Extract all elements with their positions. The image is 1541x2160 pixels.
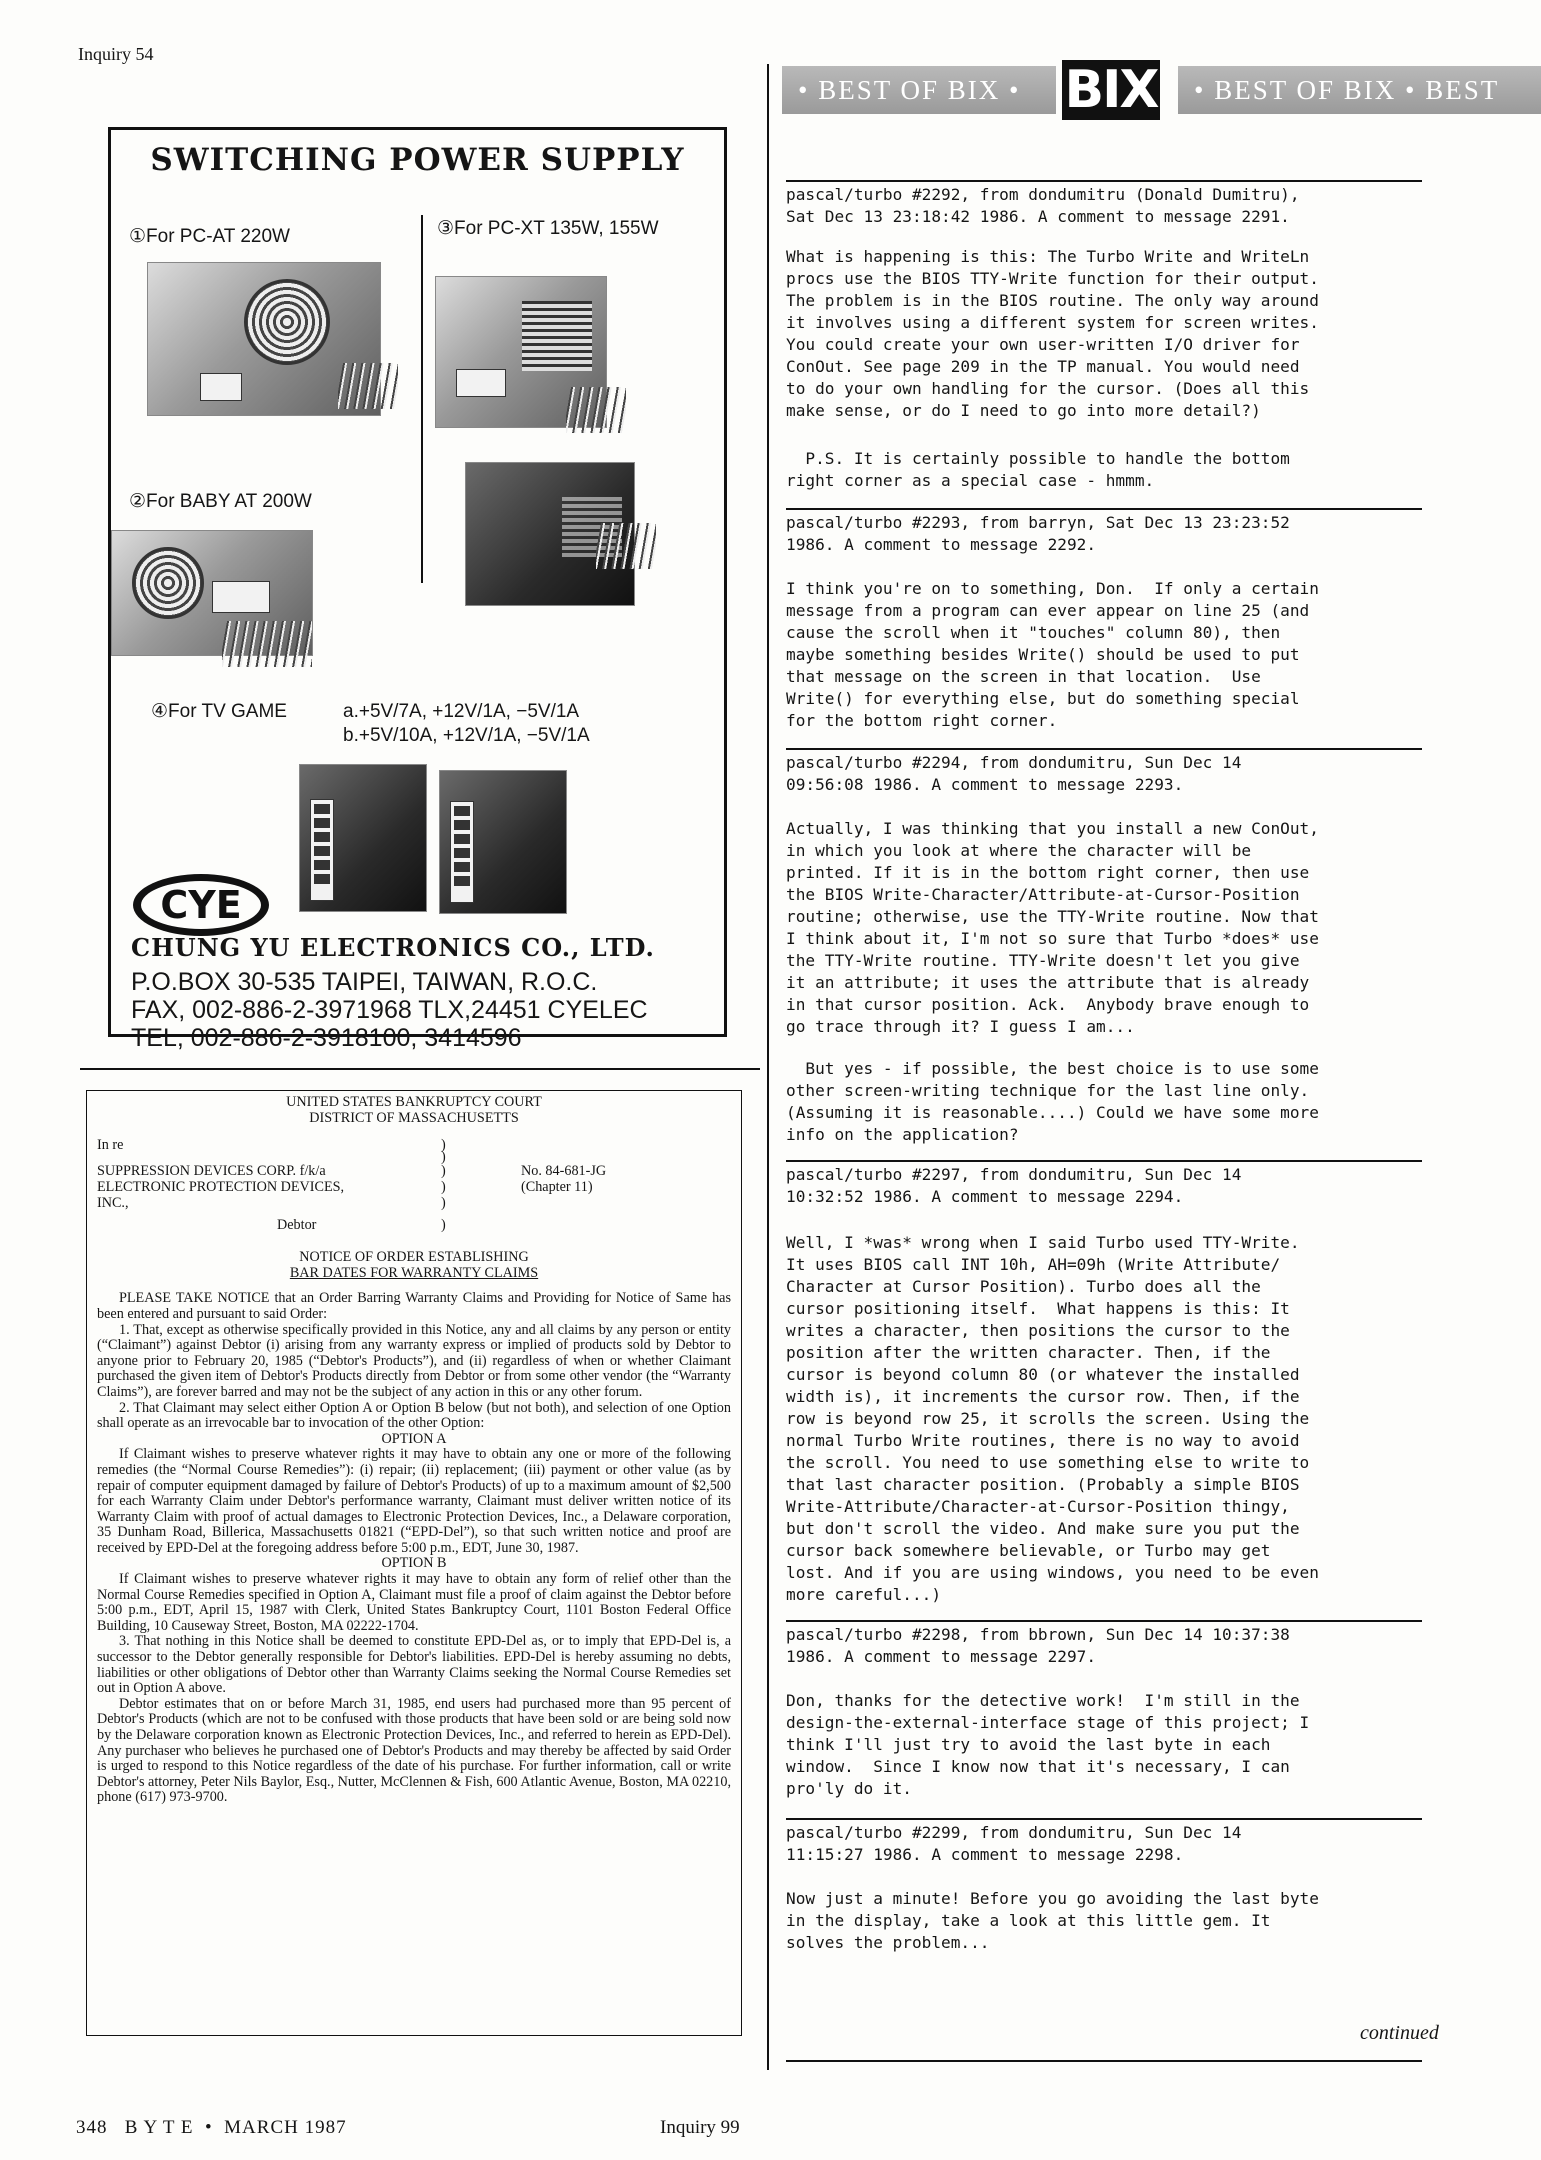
product-photo-pc-xt (435, 276, 607, 428)
company-tel: TEL, 002-886-2-3918100, 3414596 (131, 1024, 522, 1052)
message-body-2292: What is happening is this: The Turbo Write and WriteLn procs use the BIOS TTY-Write function for their output. The problem is in the BIOS routine. The only way around it involves using a different system for screen writes. You could create your own user-written I/O driver for ConOut. See page 209 in the TP manual. You would need to do your own handling for the cursor. (Does all this make sense, or do I need to go into more detail?) (786, 247, 1319, 420)
product-photo-pc-at (147, 262, 381, 416)
message-header-2294: pascal/turbo #2294, from dondumitru, Sun Dec 14 09:56:08 1986. A comment to message 2293. (786, 753, 1242, 794)
notice-intro: PLEASE TAKE NOTICE that an Order Barring Warranty Claims and Providing for Notice of Same has been entered and pursuant to said Order: (97, 1290, 731, 1322)
message-header-2293: pascal/turbo #2293, from barryn, Sat Dec 13 23:23:52 1986. A comment to message 2292. (786, 513, 1290, 554)
ad-item-pc-at: ①For PC-AT 220W (129, 226, 290, 247)
notice-paragraph-3: 3. That nothing in this Notice shall be deemed to constitute EPD-Del as, or to imply that EPD-Del is, a successor to the Debtor generally responsible for Debtor's liabilities. EPD-Del is hereby assuming no debts, liabilities or other obligations of Debtor other than Warranty Claims seeking the Normal Course Remedies set out in Option A above. (97, 1633, 731, 1697)
message-rule (786, 180, 1422, 182)
message-body-2299: Now just a minute! Before you go avoiding the last byte in the display, take a look at this little gem. It solves the problem... (786, 1889, 1319, 1952)
ad-item-baby-at: ②For BABY AT 200W (129, 491, 312, 512)
cable-bundle-icon (222, 621, 312, 667)
bottom-rule (786, 2060, 1422, 2062)
ad-divider (421, 215, 423, 583)
court-district: DISTRICT OF MASSACHUSETTS (309, 1109, 519, 1126)
fan-grille-icon (132, 547, 204, 619)
ad-item-tv-game: ④For TV GAME (151, 701, 287, 722)
terminal-strip-icon (450, 801, 474, 903)
message-body-2297: Well, I *was* wrong when I said Turbo used TTY-Write. It uses BIOS call INT 10h, AH=09h (Write Attribute/ Character at Cursor Position). Turbo does all the cursor positioning itself. What happens is this: It writes a character, then positions the cursor to the position after the written character. Then, if the cursor is beyond column 80 (or whatever the installed width is), it increments the cursor row. Then, if the row is beyond row 25, it scrolls the screen. Using the normal Turbo Write routines, there is no way to avoid the scroll. You need to use something else to write to that last character position. (Probably a simple BIOS Write-Attribute/Character-at-Cursor-Position thingy, but don't scroll the video. And make sure you put the cursor back somewhere believable, or Turbo may get lost. And if you are using windows, you need to be even more careful...) (786, 1233, 1319, 1604)
option-b-text: If Claimant wishes to preserve whatever rights it may have to obtain any form of relief other than the Normal Course Remedies specified in Option A, Claimant must file a proof of claim against the Debtor before 5:00 p.m., EDT, April 15, 1987 with Clerk, United States Bankruptcy Court, 1101 Boston Federal Office Building, 10 Causeway Street, Boston, MA 02222-1704. (97, 1571, 731, 1634)
notice-paragraph-1: 1. That, except as otherwise specifically provided in this Notice, any and all claims by any person or entity (“Claimant”) against Debtor (i) arising from any warranty express or implied of products sold by Debtor to anyone prior to February 20, 1985 (“Debtor's Products”), and (ii) regardless of when or whether Claimant purchased the given item of Debtor's Products directly from Debtor or from some other vendor (the “Warranty Claims”), are forever barred and may not be the subject of any action in this or any other forum. (97, 1321, 731, 1400)
caption-paren: ) (441, 1195, 446, 1212)
option-b-heading: OPTION B (381, 1555, 447, 1572)
message-header-2292: pascal/turbo #2292, from dondumitru (Donald Dumitru), Sat Dec 13 23:18:42 1986. A comment to message 2291. (786, 185, 1300, 226)
court-name: UNITED STATES BANKRUPTCY COURT (286, 1094, 542, 1110)
svg-text:CYE: CYE (160, 883, 242, 927)
company-fax: FAX, 002-886-2-3971968 TLX,24451 CYELEC (131, 996, 648, 1024)
power-supply-ad (108, 127, 727, 1052)
ad-spec-a: a.+5V/7A, +12V/1A, −5V/1A (343, 701, 580, 722)
best-of-bix-banner (782, 60, 1541, 120)
debtor-label: Debtor (277, 1217, 317, 1234)
message-body-2294-followup: But yes - if possible, the best choice is to use some other screen-writing technique for the last line only. (Assuming it is reasonable....) Could we have some more info on the application? (786, 1059, 1319, 1144)
terminal-strip-icon (310, 799, 334, 901)
inquiry-number-top: Inquiry 54 (78, 44, 154, 64)
message-rule (786, 1818, 1422, 1820)
product-photo-tv-game-1 (299, 764, 427, 912)
cye-logo (129, 870, 273, 940)
message-header-2298: pascal/turbo #2298, from bbrown, Sun Dec 14 10:37:38 1986. A comment to message 2297. (786, 1625, 1290, 1666)
debtor-name-line1: SUPPRESSION DEVICES CORP. f/k/a (97, 1163, 326, 1180)
case-number: No. 84-681-JG (521, 1163, 607, 1180)
notice-paragraph-2: 2. That Claimant may select either Option A or Option B below (but not both), and selection of one Option shall operate as an irrevocable bar to invocation of the other Option: (97, 1399, 731, 1432)
company-name: CHUNG YU ELECTRONICS CO., LTD. (131, 933, 655, 962)
power-socket-icon (456, 369, 506, 397)
bix-logo: BIX (1062, 60, 1160, 120)
message-body-2293: I think you're on to something, Don. If only a certain message from a program can ever appear on line 25 (and cause the scroll when it "touches" column 80), then maybe something besides Write() should be used to put that message on the screen in that location. Use Write() for everything else, but do something special for the bottom right corner. (786, 579, 1319, 730)
message-rule (786, 508, 1422, 510)
fan-grille-icon (244, 279, 330, 365)
inquiry-number-bottom: Inquiry 99 (660, 2117, 740, 2138)
power-socket-icon (200, 373, 242, 401)
option-a-text: If Claimant wishes to preserve whatever rights it may have to obtain any one or more of the following remedies (the “Normal Course Remedies”): (i) repair; (ii) replacement; (iii) payment or other value (as by repair of computer equipment damaged by failure of Debtor's Products) of up to a maximum amount of $2,500 for each Warranty Claim under Debtor's performance warranty, Claimant must deliver written notice of its Warranty Claim with proof of actual damages to Electronic Protection Devices, Inc., a Delaware corporation, 35 Dunham Road, Billerica, Massachusetts 01821 (“EPD-Del”), so that such written notice and proof are received by EPD-Del at the foregoing address before 5:00 p.m., EDT, June 30, 1987. (97, 1446, 731, 1556)
column-divider (767, 64, 769, 2070)
caption-paren: ) (441, 1149, 446, 1166)
message-body-2292-ps: P.S. It is certainly possible to handle the bottom right corner as a special case - hmmm. (786, 449, 1290, 490)
product-photo-baby-at (111, 530, 313, 656)
banner-right-band: • BEST OF BIX • BEST (1178, 66, 1541, 114)
power-socket-icon (212, 581, 270, 613)
message-body-2294: Actually, I was thinking that you install a new ConOut, in which you look at where the character will be printed. If it is in the bottom right corner, then use the BIOS Write-Character/Attribute-at-Cursor-Position routine; otherwise, use the TTY-Write routine. Now that I think about it, I'm not so sure that Turbo *does* use the TTY-Write routine. TTY-Write doesn't let you give it an attribute; it uses the attribute that is already in that cursor position. Ack. Anybody brave enough to go trace through it? I guess I am... (786, 819, 1319, 1036)
cable-bundle-icon (566, 387, 626, 433)
notice-paragraph-4: Debtor estimates that on or before March 31, 1985, end users had purchased more than 95 percent of Debtor's Products (which are not to be confused with those products that have been sold or are being sold now by the Delaware corporation known as Electronic Protection Devices, Inc., and referred to herein as EPD-Del). Any purchaser who believes he purchased one of Debtor's Products and may thereby be affected by said Order is urged to respond to this Notice regardless of the date of his purchase. For further information, call or write Debtor's attorney, Peter Nils Baylor, Esq., Nutter, McClennen & Fish, 600 Atlantic Avenue, Boston, MA 02210, phone (617) 973-9700. (97, 1695, 731, 1806)
notice-title: NOTICE OF ORDER ESTABLISHING (299, 1249, 529, 1266)
page-footer: 348 B Y T E • MARCH 1987 (76, 2117, 347, 2138)
debtor-name-line2: ELECTRONIC PROTECTION DEVICES, (97, 1179, 345, 1196)
ad-title: SWITCHING POWER SUPPLY (150, 142, 685, 178)
caption-paren: ) (441, 1163, 446, 1180)
caption-paren: ) (441, 1217, 446, 1234)
message-header-2299: pascal/turbo #2299, from dondumitru, Sun Dec 14 11:15:27 1986. A comment to message 2298. (786, 1823, 1242, 1864)
company-address: P.O.BOX 30-535 TAIPEI, TAIWAN, R.O.C. (131, 968, 598, 996)
banner-left-band: • BEST OF BIX • (782, 66, 1056, 114)
message-header-2297: pascal/turbo #2297, from dondumitru, Sun Dec 14 10:32:52 1986. A comment to message 2294. (786, 1165, 1242, 1206)
in-re-label: In re (97, 1137, 124, 1154)
message-rule (786, 1620, 1422, 1622)
message-rule (786, 1160, 1422, 1162)
message-body-2298: Don, thanks for the detective work! I'm still in the design-the-external-interface stage of this project; I think I'll just try to avoid the last byte in each window. Since I know now that it's necessary, I can pro'ly do it. (786, 1691, 1310, 1798)
cable-bundle-icon (338, 363, 398, 409)
case-chapter: (Chapter 11) (521, 1179, 593, 1196)
caption-paren: ) (441, 1137, 446, 1154)
option-a-heading: OPTION A (381, 1430, 447, 1447)
vent-grille-icon (522, 301, 592, 371)
cable-bundle-icon (596, 523, 656, 569)
caption-paren: ) (441, 1179, 446, 1196)
product-photo-dark-unit (465, 462, 635, 606)
case-caption (97, 1138, 731, 1250)
bankruptcy-notice (86, 1090, 742, 2036)
product-photo-tv-game-2 (439, 770, 567, 914)
debtor-name-line3: INC., (97, 1195, 129, 1212)
ad-item-pc-xt: ③For PC-XT 135W, 155W (437, 218, 659, 239)
legal-top-rule (80, 1068, 760, 1070)
continued-label: continued (1360, 2022, 1439, 2044)
ad-spec-b: b.+5V/10A, +12V/1A, −5V/1A (343, 725, 590, 746)
message-rule (786, 748, 1422, 750)
notice-subtitle: BAR DATES FOR WARRANTY CLAIMS (289, 1264, 539, 1281)
